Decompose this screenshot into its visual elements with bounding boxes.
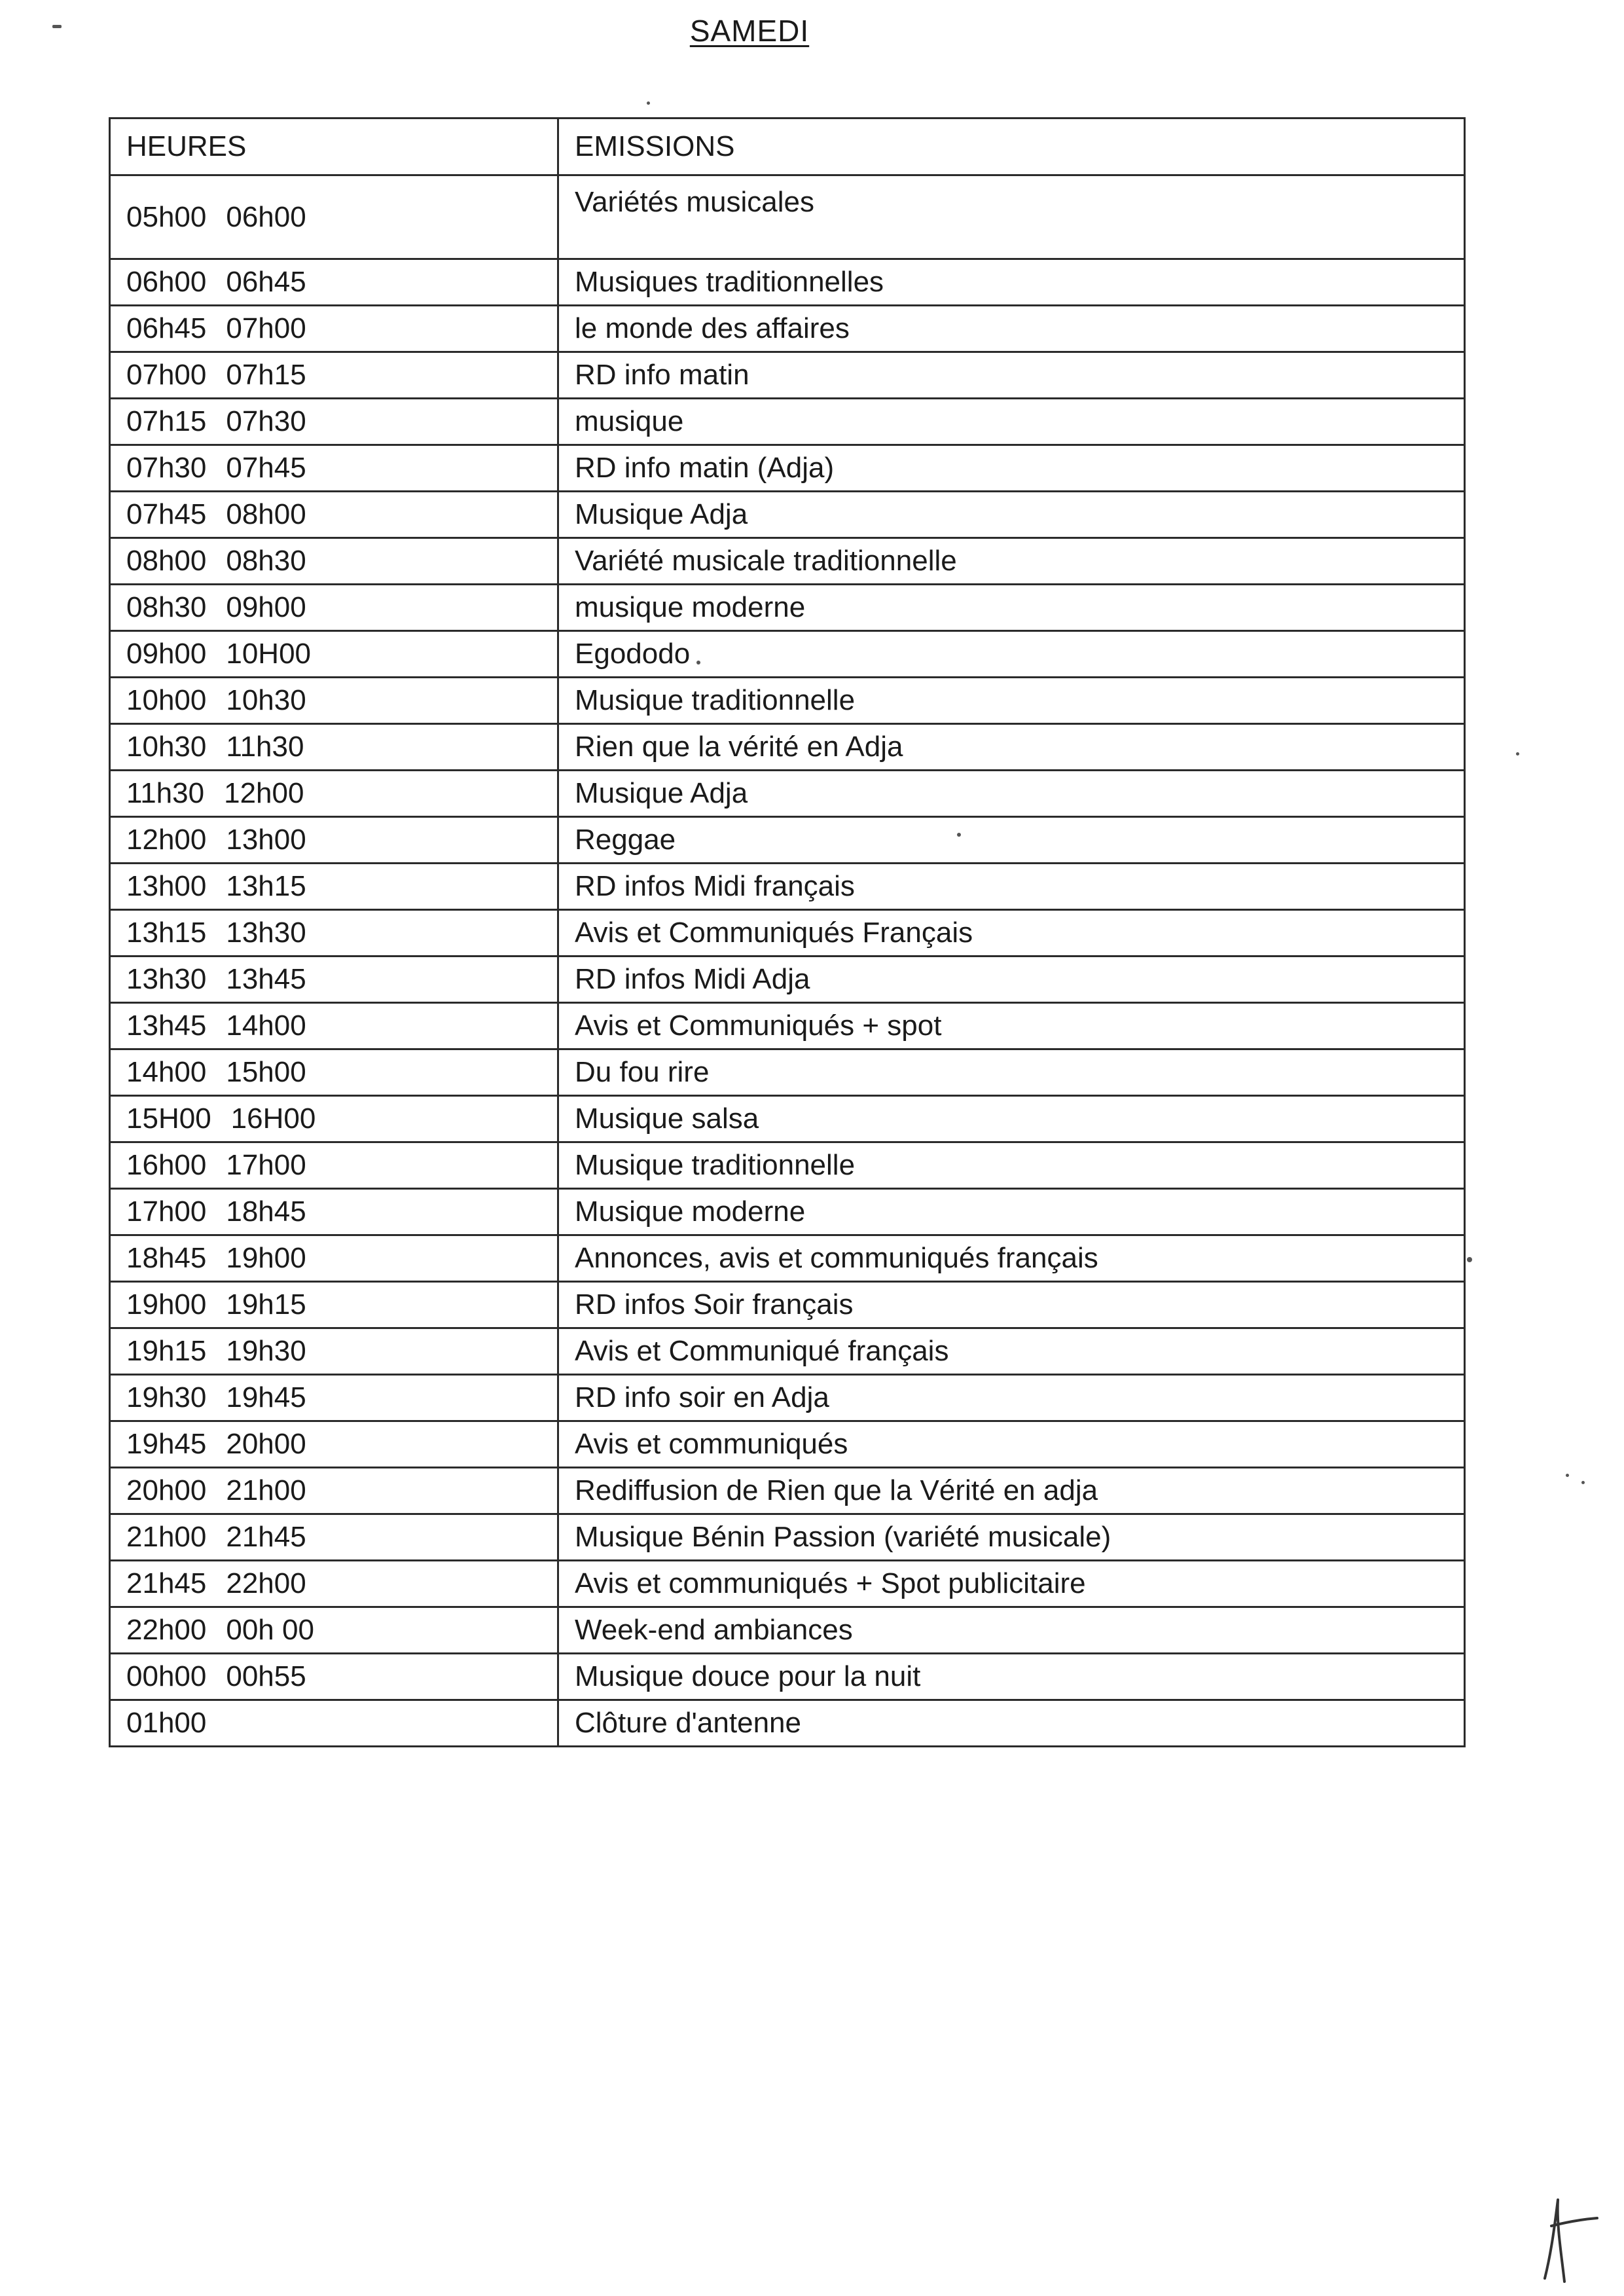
start-time: 21h45	[126, 1567, 207, 1599]
end-time: 15h00	[226, 1056, 306, 1088]
hours-cell	[110, 724, 558, 771]
table-row	[110, 910, 1465, 957]
table-row	[110, 1189, 1465, 1235]
start-time: 21h00	[126, 1521, 207, 1553]
show-cell: Rien que la vérité en Adja	[558, 724, 1465, 771]
scan-speck	[1516, 752, 1519, 756]
table-row	[110, 492, 1465, 538]
start-time: 06h00	[126, 266, 207, 298]
show-cell: RD info matin (Adja)	[558, 445, 1465, 492]
table-row	[110, 1375, 1465, 1421]
end-time: 19h45	[226, 1381, 306, 1413]
table-row	[110, 399, 1465, 445]
table-row	[110, 1049, 1465, 1096]
show-cell: RD infos Midi Adja	[558, 957, 1465, 1003]
show-cell: Variétés musicales	[558, 175, 1465, 259]
end-time: 09h00	[226, 591, 306, 623]
start-time: 09h00	[126, 638, 207, 670]
start-time: 05h00	[126, 200, 207, 233]
show-cell: Musique salsa	[558, 1096, 1465, 1142]
start-time: 00h00	[126, 1660, 207, 1692]
table-row	[110, 1514, 1465, 1561]
table-row	[110, 724, 1465, 771]
start-time: 06h45	[126, 312, 207, 344]
table-row	[110, 771, 1465, 817]
start-time: 19h30	[126, 1381, 207, 1413]
start-time: 19h45	[126, 1428, 207, 1460]
hours-cell	[110, 1049, 558, 1096]
end-time: 22h00	[226, 1567, 306, 1599]
start-time: 16h00	[126, 1149, 207, 1181]
start-time: 13h15	[126, 917, 207, 949]
show-cell: Reggae	[558, 817, 1465, 864]
start-time: 01h00	[126, 1707, 207, 1739]
start-time: 14h00	[126, 1056, 207, 1088]
table-row	[110, 678, 1465, 724]
show-cell: Annonces, avis et communiqués français	[558, 1235, 1465, 1282]
hours-cell	[110, 1189, 558, 1235]
end-time: 07h45	[226, 452, 306, 484]
hours-cell	[110, 1514, 558, 1561]
show-cell: Avis et Communiqués + spot	[558, 1003, 1465, 1049]
table-row	[110, 817, 1465, 864]
end-time: 12h00	[224, 777, 304, 809]
show-cell: RD info matin	[558, 352, 1465, 399]
start-time: 13h00	[126, 870, 207, 902]
table-row	[110, 864, 1465, 910]
schedule-body	[110, 175, 1465, 1747]
end-time: 00h 00	[226, 1614, 314, 1646]
hours-cell	[110, 817, 558, 864]
start-time: 07h00	[126, 359, 207, 391]
start-time: 12h00	[126, 824, 207, 856]
show-cell: Avis et Communiqué français	[558, 1328, 1465, 1375]
hours-cell	[110, 352, 558, 399]
table-row	[110, 957, 1465, 1003]
hours-cell	[110, 1561, 558, 1607]
start-time: 07h30	[126, 452, 207, 484]
end-time: 17h00	[226, 1149, 306, 1181]
show-cell: Musique douce pour la nuit	[558, 1654, 1465, 1700]
hours-cell	[110, 445, 558, 492]
table-row	[110, 1421, 1465, 1468]
end-time: 14h00	[226, 1010, 306, 1042]
start-time: 19h15	[126, 1335, 207, 1367]
start-time: 08h30	[126, 591, 207, 623]
table-row	[110, 1142, 1465, 1189]
end-time: 10h30	[226, 684, 306, 716]
hours-cell	[110, 678, 558, 724]
hours-cell	[110, 1468, 558, 1514]
table-row	[110, 1003, 1465, 1049]
hours-cell	[110, 1235, 558, 1282]
end-time: 08h30	[226, 545, 306, 577]
end-time: 21h00	[226, 1474, 306, 1506]
scan-speck	[1581, 1481, 1585, 1484]
hours-cell	[110, 306, 558, 352]
end-time: 16H00	[230, 1102, 316, 1135]
end-time: 21h45	[226, 1521, 306, 1553]
table-row	[110, 306, 1465, 352]
show-cell: Musique Adja	[558, 492, 1465, 538]
show-cell: le monde des affaires	[558, 306, 1465, 352]
table-row	[110, 1700, 1465, 1747]
scan-speck	[696, 661, 700, 665]
table-row	[110, 1468, 1465, 1514]
show-cell: Musique Adja	[558, 771, 1465, 817]
end-time: 13h45	[226, 963, 306, 995]
table-row	[110, 1328, 1465, 1375]
end-time: 07h30	[226, 405, 306, 437]
page-title-text: SAMEDI	[689, 14, 810, 48]
show-cell: RD infos Midi français	[558, 864, 1465, 910]
table-row	[110, 1096, 1465, 1142]
end-time: 19h15	[226, 1288, 306, 1321]
hours-cell	[110, 1003, 558, 1049]
table-row	[110, 259, 1465, 306]
end-time: 18h45	[226, 1195, 306, 1228]
hours-cell	[110, 864, 558, 910]
hours-cell	[110, 538, 558, 585]
hours-cell	[110, 1375, 558, 1421]
schedule-table	[109, 117, 1466, 1747]
hours-cell	[110, 957, 558, 1003]
header-row	[110, 118, 1465, 175]
end-time: 13h15	[226, 870, 306, 902]
hours-cell	[110, 910, 558, 957]
show-cell: musique	[558, 399, 1465, 445]
end-time: 06h00	[226, 200, 306, 233]
show-cell: RD infos Soir français	[558, 1282, 1465, 1328]
table-row	[110, 352, 1465, 399]
start-time: 18h45	[126, 1242, 207, 1274]
show-cell: Musique traditionnelle	[558, 1142, 1465, 1189]
start-time: 13h45	[126, 1010, 207, 1042]
hours-cell	[110, 1421, 558, 1468]
end-time: 13h00	[226, 824, 306, 856]
show-cell: Avis et communiqués + Spot publicitaire	[558, 1561, 1465, 1607]
show-cell: musique moderne	[558, 585, 1465, 631]
scan-speck	[1467, 1257, 1472, 1262]
signature-mark	[1532, 2187, 1604, 2285]
hours-cell	[110, 585, 558, 631]
table-row	[110, 1235, 1465, 1282]
show-cell: Avis et Communiqués Français	[558, 910, 1465, 957]
show-cell: Musique moderne	[558, 1189, 1465, 1235]
show-cell: Week-end ambiances	[558, 1607, 1465, 1654]
show-cell: Egododo	[558, 631, 1465, 678]
hours-cell	[110, 771, 558, 817]
end-time: 07h15	[226, 359, 306, 391]
page-title	[0, 13, 1499, 48]
show-cell: Rediffusion de Rien que la Vérité en adja	[558, 1468, 1465, 1514]
show-cell: Clôture d'antenne	[558, 1700, 1465, 1747]
hours-cell	[110, 1282, 558, 1328]
header-hours: HEURES	[110, 118, 558, 175]
show-cell: Avis et communiqués	[558, 1421, 1465, 1468]
start-time: 19h00	[126, 1288, 207, 1321]
end-time: 13h30	[226, 917, 306, 949]
show-cell: Musique traditionnelle	[558, 678, 1465, 724]
end-time: 07h00	[226, 312, 306, 344]
start-time: 07h45	[126, 498, 207, 530]
table-row	[110, 445, 1465, 492]
table-row	[110, 175, 1465, 259]
start-time: 10h00	[126, 684, 207, 716]
hours-cell	[110, 1328, 558, 1375]
end-time: 00h55	[226, 1660, 306, 1692]
hours-cell	[110, 1654, 558, 1700]
scan-speck	[52, 25, 62, 28]
hours-cell	[110, 631, 558, 678]
start-time: 17h00	[126, 1195, 207, 1228]
end-time: 08h00	[226, 498, 306, 530]
start-time: 15H00	[126, 1102, 211, 1135]
table-row	[110, 1561, 1465, 1607]
start-time: 07h15	[126, 405, 207, 437]
end-time: 20h00	[226, 1428, 306, 1460]
header-shows: EMISSIONS	[558, 118, 1465, 175]
end-time: 19h30	[226, 1335, 306, 1367]
hours-cell	[110, 1142, 558, 1189]
hours-cell	[110, 1607, 558, 1654]
scan-speck	[957, 833, 961, 837]
show-cell: RD info soir en Adja	[558, 1375, 1465, 1421]
show-cell: Musiques traditionnelles	[558, 259, 1465, 306]
hours-cell	[110, 492, 558, 538]
end-time: 11h30	[226, 731, 304, 763]
scan-speck	[1566, 1474, 1569, 1477]
table-row	[110, 631, 1465, 678]
table-row	[110, 538, 1465, 585]
table-row	[110, 1654, 1465, 1700]
show-cell: Du fou rire	[558, 1049, 1465, 1096]
hours-cell	[110, 399, 558, 445]
end-time: 19h00	[226, 1242, 306, 1274]
show-cell: Variété musicale traditionnelle	[558, 538, 1465, 585]
hours-cell	[110, 259, 558, 306]
start-time: 22h00	[126, 1614, 207, 1646]
hours-cell	[110, 175, 558, 259]
start-time: 13h30	[126, 963, 207, 995]
hours-cell	[110, 1096, 558, 1142]
end-time: 10H00	[226, 638, 312, 670]
table-row	[110, 585, 1465, 631]
end-time: 06h45	[226, 266, 306, 298]
table-row	[110, 1607, 1465, 1654]
scan-speck	[647, 101, 650, 105]
start-time: 08h00	[126, 545, 207, 577]
hours-cell	[110, 1700, 558, 1747]
start-time: 10h30	[126, 731, 207, 763]
table-row	[110, 1282, 1465, 1328]
show-cell: Musique Bénin Passion (variété musicale)	[558, 1514, 1465, 1561]
start-time: 11h30	[126, 777, 205, 809]
start-time: 20h00	[126, 1474, 207, 1506]
